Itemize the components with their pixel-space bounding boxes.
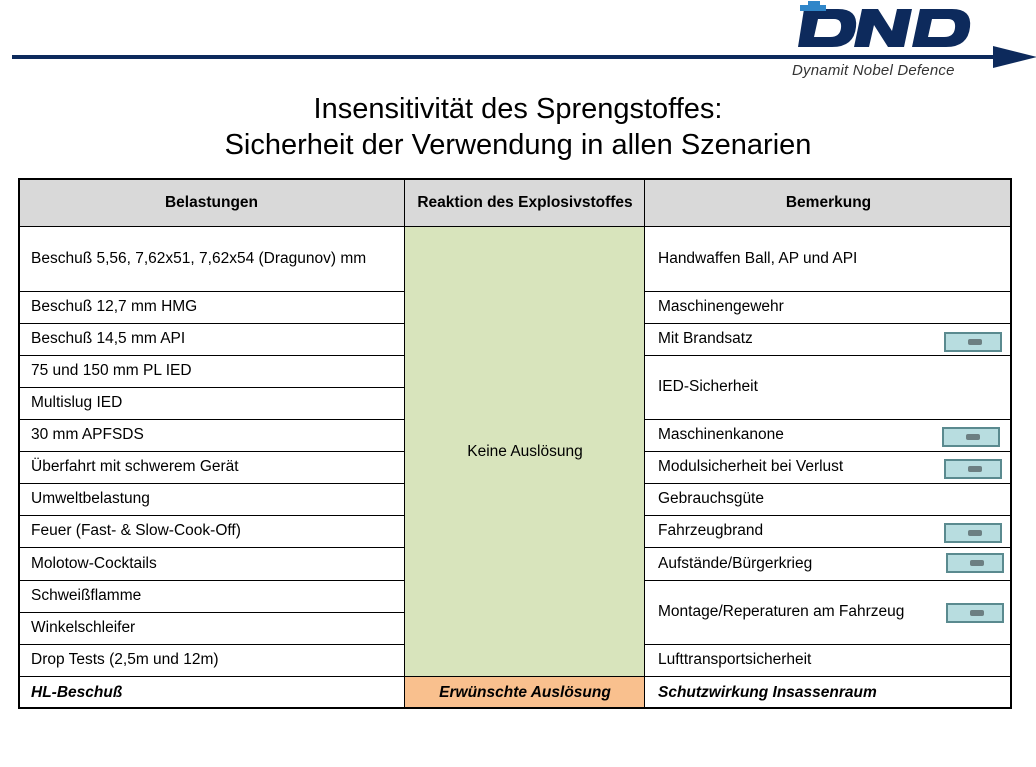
header-line	[12, 55, 997, 59]
belastung-row: Multislug IED	[31, 394, 123, 411]
vehicle-thumbnail-image	[946, 603, 1004, 623]
row-divider	[645, 323, 1012, 324]
table-border	[1010, 178, 1012, 709]
row-divider	[18, 644, 405, 645]
dnd-logo	[796, 1, 972, 51]
belastung-row: Molotow-Cocktails	[31, 554, 157, 572]
table-border	[18, 707, 1012, 709]
bemerkung-row: Fahrzeugbrand	[658, 522, 764, 539]
vehicle-thumbnail-image	[942, 427, 1000, 447]
page-title-line-1: Insensitivität des Sprengstoffes:	[313, 93, 723, 125]
header-belastungen: Belastungen	[18, 178, 405, 227]
belastung-row: Überfahrt mit schwerem Gerät	[31, 458, 239, 475]
bemerkung-row: Maschinengewehr	[658, 298, 784, 315]
belastung-row: Schweißflamme	[31, 587, 142, 604]
vehicle-thumbnail-image	[946, 553, 1004, 573]
row-divider	[645, 451, 1012, 452]
bemerkung-row: Gebrauchsgüte	[658, 490, 764, 507]
row-divider	[18, 355, 405, 356]
bemerkung-row: Lufttransportsicherheit	[658, 651, 812, 668]
column-divider	[644, 178, 645, 709]
row-divider	[18, 323, 405, 324]
belastung-row: 30 mm APFSDS	[31, 426, 144, 443]
row-divider	[18, 515, 405, 516]
page-title-line-2: Sicherheit der Verwendung in allen Szenarien	[224, 129, 812, 161]
table-border	[18, 178, 20, 709]
bemerkung-row: Maschinenkanone	[658, 426, 784, 443]
bemerkung-row: Montage/Reperaturen am Fahrzeug	[658, 603, 905, 620]
row-divider	[645, 644, 1012, 645]
last-row-reaktion: Erwünschte Auslösung	[405, 676, 645, 709]
bemerkung-row: Handwaffen Ball, AP und API	[658, 250, 858, 267]
row-divider	[18, 291, 405, 292]
last-row-bemerkung: Schutzwirkung Insassenraum	[658, 683, 877, 701]
bemerkung-row: IED-Sicherheit	[658, 378, 758, 395]
vehicle-thumbnail-image	[944, 523, 1002, 543]
belastung-row: Feuer (Fast- & Slow-Cook-Off)	[31, 522, 241, 539]
column-divider	[404, 178, 405, 709]
row-divider	[645, 419, 1012, 420]
vehicle-thumbnail-image	[944, 459, 1002, 479]
row-divider	[18, 419, 405, 420]
belastung-row: Drop Tests (2,5m und 12m)	[31, 651, 219, 668]
header-reaktion: Reaktion des Explosivstoffes	[405, 178, 645, 227]
bemerkung-row: Mit Brandsatz	[658, 330, 753, 347]
row-divider	[645, 483, 1012, 484]
belastung-row: Umweltbelastung	[31, 490, 150, 507]
row-divider	[645, 547, 1012, 548]
row-divider	[18, 483, 405, 484]
belastung-row: 75 und 150 mm PL IED	[31, 362, 192, 379]
row-divider	[18, 451, 405, 452]
table-border	[18, 178, 1012, 180]
belastung-row: Beschuß 5,56, 7,62x51, 7,62x54 (Dragunov) mm	[31, 250, 367, 267]
last-row-belastung: HL-Beschuß	[31, 683, 123, 701]
row-divider	[645, 515, 1012, 516]
row-divider	[18, 580, 405, 581]
belastung-row: Beschuß 12,7 mm HMG	[31, 298, 198, 315]
insensitivity-table	[18, 178, 1012, 709]
header-bemerkung: Bemerkung	[645, 178, 1012, 227]
bemerkung-row: Aufstände/Bürgerkrieg	[658, 554, 813, 572]
row-divider	[18, 676, 1012, 677]
row-divider	[645, 580, 1012, 581]
header-arrow-icon	[993, 46, 1036, 68]
belastung-row: Beschuß 14,5 mm API	[31, 330, 186, 347]
reaktion-keine-ausloesung: Keine Auslösung	[405, 227, 645, 676]
vehicle-thumbnail-image	[944, 332, 1002, 352]
row-divider	[18, 226, 1012, 227]
row-divider	[645, 355, 1012, 356]
belastung-row: Winkelschleifer	[31, 619, 136, 636]
row-divider	[645, 291, 1012, 292]
row-divider	[18, 547, 405, 548]
logo-subtitle: Dynamit Nobel Defence	[792, 62, 955, 79]
row-divider	[18, 612, 405, 613]
bemerkung-row: Modulsicherheit bei Verlust	[658, 458, 844, 475]
row-divider	[18, 387, 405, 388]
